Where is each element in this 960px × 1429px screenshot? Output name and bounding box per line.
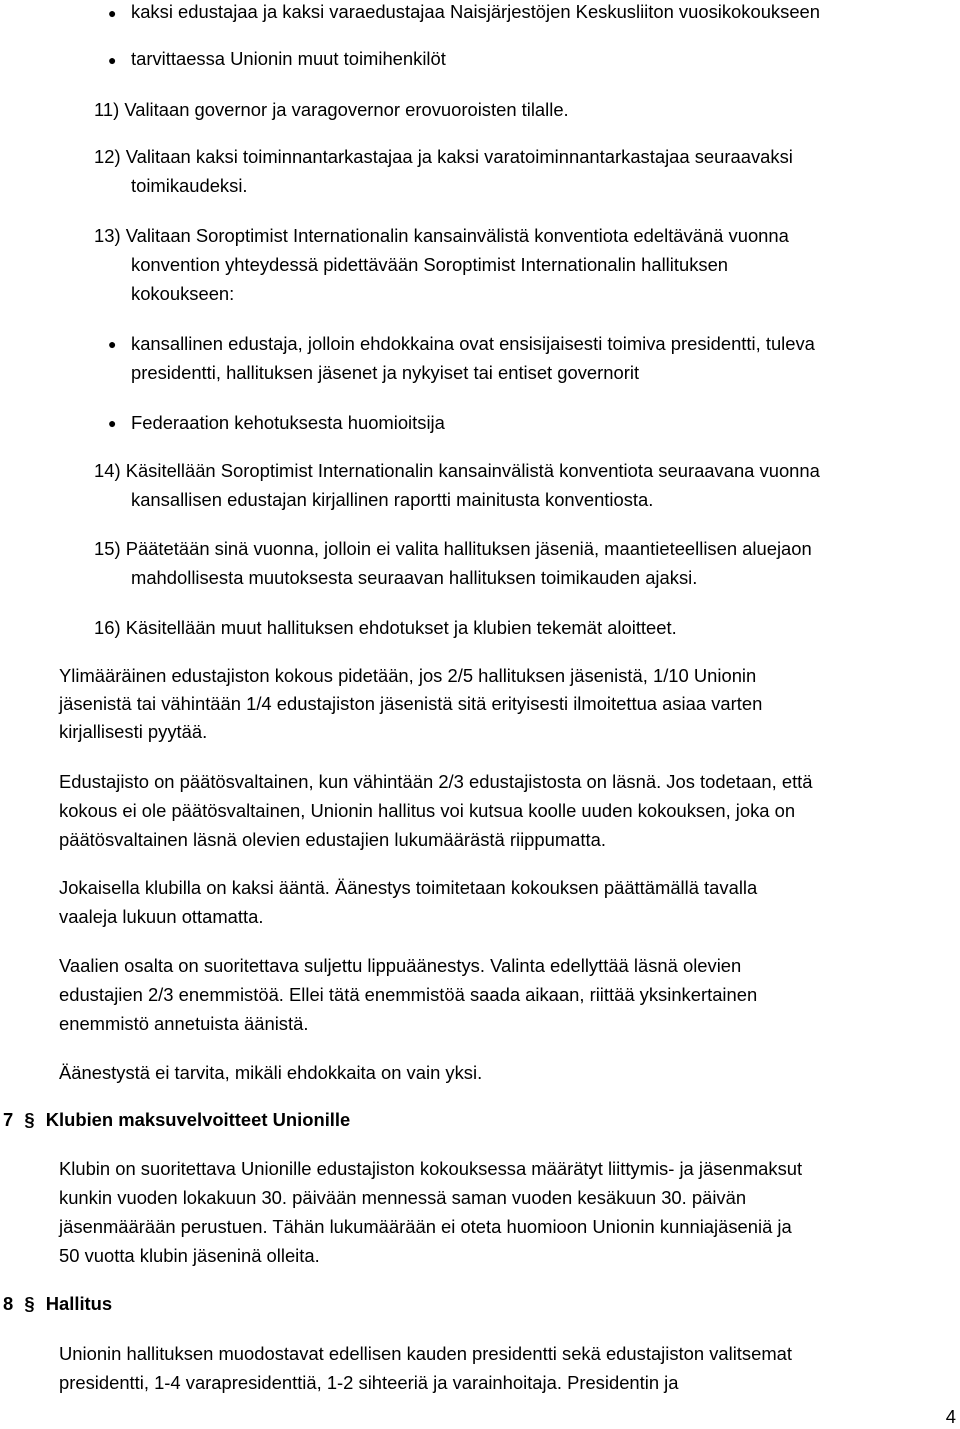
paragraph-line: Edustajisto on päätösvaltainen, kun vähintään 2/3 edustajistosta on läsnä. Jos todetaan, että — [59, 771, 813, 792]
list-item-14-line2: kansallisen edustajan kirjallinen raportti mainitusta konventiosta. — [131, 489, 654, 510]
paragraph-line: päätösvaltainen läsnä olevien edustajien lukumäärästä riippumatta. — [59, 829, 606, 850]
list-item-16: 16) Käsitellään muut hallituksen ehdotukset ja klubien tekemät aloitteet. — [94, 617, 677, 638]
paragraph-line: Klubin on suoritettava Unionille edustajiston kokouksessa määrätyt liittymis- ja jäsenmaksut — [59, 1158, 803, 1179]
paragraph-line: enemmistö annetuista äänistä. — [59, 1013, 309, 1034]
bullet-text: kansallinen edustaja, jolloin ehdokkaina ovat ensisijaisesti toimiva presidentti, tuleva — [131, 333, 815, 354]
paragraph-line: Ylimääräinen edustajiston kokous pidetään, jos 2/5 hallituksen jäsenistä, 1/10 Unionin — [59, 665, 757, 686]
list-item-12-line1: 12) Valitaan kaksi toiminnantarkastajaa ja kaksi varatoiminnantarkastajaa seuraavaksi — [94, 146, 793, 167]
section-symbol: § — [24, 1109, 35, 1130]
paragraph-line: vaaleja lukuun ottamatta. — [59, 906, 264, 927]
bullet-icon: ● — [108, 336, 117, 352]
list-item-13-line1: 13) Valitaan Soroptimist Internationalin kansainvälistä konventiota edeltävänä vuonna — [94, 225, 789, 246]
list-item-13-line3: kokoukseen: — [131, 283, 235, 304]
bullet-text: presidentti, hallituksen jäsenet ja nykyiset tai entiset governorit — [131, 362, 640, 383]
section-title: Hallitus — [45, 1293, 113, 1314]
bullet-icon: ● — [108, 5, 117, 21]
bullet-text: tarvittaessa Unionin muut toimihenkilöt — [131, 48, 446, 69]
paragraph-line: presidentti, 1-4 varapresidenttiä, 1-2 sihteeriä ja varainhoitaja. Presidentin ja — [59, 1372, 679, 1393]
paragraph-line: Unionin hallituksen muodostavat edellisen kauden presidentti sekä edustajiston valitsemat — [59, 1343, 792, 1364]
page-number: 4 — [945, 1406, 956, 1427]
section-number: 7 — [3, 1109, 14, 1130]
section-heading-8 — [3, 1290, 112, 1319]
paragraph-line: jäsenmäärään perustuen. Tähän lukumäärään ei oteta huomioon Unionin kunniajäseniä ja — [59, 1216, 792, 1237]
bullet-text: Federaation kehotuksesta huomioitsija — [131, 412, 445, 433]
section-heading-7 — [3, 1106, 350, 1135]
section-title: Klubien maksuvelvoitteet Unionille — [45, 1109, 351, 1130]
paragraph-line: Äänestystä ei tarvita, mikäli ehdokkaita on vain yksi. — [59, 1062, 483, 1083]
section-symbol: § — [24, 1293, 35, 1314]
paragraph-line: jäsenistä tai vähintään 1/4 edustajiston jäsenistä sitä erityisesti ilmoitettua asiaa varten — [59, 693, 763, 714]
bullet-icon: ● — [108, 415, 117, 431]
list-item-14-line1: 14) Käsitellään Soroptimist Internationalin kansainvälistä konventiota seuraavana vuonna — [94, 460, 820, 481]
paragraph-line: edustajien 2/3 enemmistöä. Ellei tätä enemmistöä saada aikaan, riittää yksinkertainen — [59, 984, 758, 1005]
list-item-13-line2: konvention yhteydessä pidettävään Soroptimist Internationalin hallituksen — [131, 254, 729, 275]
list-item-12-line2: toimikaudeksi. — [131, 175, 248, 196]
paragraph-line: kunkin vuoden lokakuun 30. päivään mennessä saman vuoden kesäkuun 30. päivän — [59, 1187, 747, 1208]
list-item-15-line2: mahdollisesta muutoksesta seuraavan hallituksen toimikauden ajaksi. — [131, 567, 698, 588]
list-item-11: 11) Valitaan governor ja varagovernor erovuoroisten tilalle. — [94, 99, 569, 120]
paragraph-line: 50 vuotta klubin jäseninä olleita. — [59, 1245, 320, 1266]
paragraph-line: kokous ei ole päätösvaltainen, Unionin hallitus voi kutsua koolle uuden kokouksen, joka on — [59, 800, 796, 821]
paragraph-line: kirjallisesti pyytää. — [59, 721, 208, 742]
paragraph-line: Vaalien osalta on suoritettava suljettu lippuäänestys. Valinta edellyttää läsnä olevien — [59, 955, 742, 976]
paragraph-line: Jokaisella klubilla on kaksi ääntä. Äänestys toimitetaan kokouksen päättämällä tavalla — [59, 877, 758, 898]
bullet-text: kaksi edustajaa ja kaksi varaedustajaa Naisjärjestöjen Keskusliiton vuosikokoukseen — [131, 1, 821, 22]
list-item-15-line1: 15) Päätetään sinä vuonna, jolloin ei valita hallituksen jäseniä, maantieteellisen aluejaon — [94, 538, 812, 559]
bullet-icon: ● — [108, 52, 117, 68]
section-number: 8 — [3, 1293, 14, 1314]
